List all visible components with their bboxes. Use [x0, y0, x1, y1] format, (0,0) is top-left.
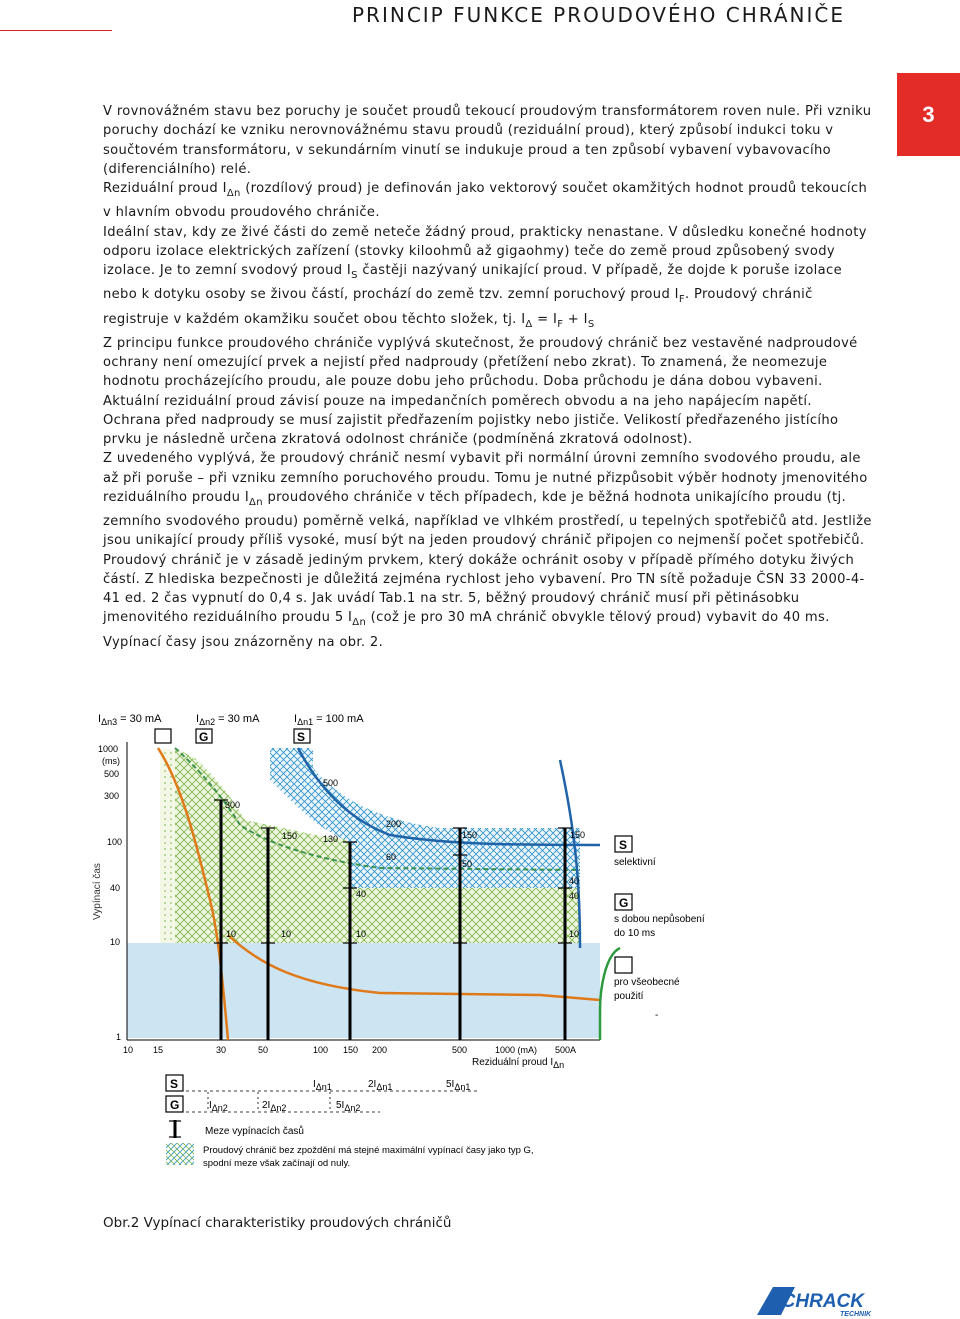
svg-text:1000: 1000 — [98, 744, 119, 754]
body-text — [103, 102, 873, 652]
svg-text:(ms): (ms) — [102, 756, 120, 766]
svg-text:2IΔn1: 2IΔn1 — [368, 1079, 393, 1092]
page-title: PRINCIP FUNKCE PROUDOVÉHO CHRÁNIČE — [352, 3, 845, 27]
row-s-letter: S — [170, 1077, 179, 1091]
chapter-tab: 3 — [897, 73, 960, 156]
svg-text:1000 (mA): 1000 (mA) — [495, 1045, 538, 1055]
legend-g-text-2: do 10 ms — [614, 928, 656, 939]
paragraph-4: Z principu funkce proudového chrániče vyplývá skutečnost, že proudový chránič bez vestavěné nadproudové ochrany není omezující prvek a nejistí před nadproudy (přetížení nebo zkrat). To znamená, že neomezuje hodnotu procházejícího proudu, ale pouze dobu jeho průchodu. Doba průchodu je dána dobou vybaveni. Aktuální reziduální proud závisí pouze na impedančních poměrech obvodu a na jeho napájecím napětí. Ochrana před nadproudy se musí zajistit předřazením pojistky nebo jističe. Velikostí předřazeného jistícího prvku je následně určena zkratová odolnost chrániče (podmíněná zkratová odolnost). — [103, 335, 858, 447]
row-s-marks — [313, 1079, 470, 1092]
svg-text:50: 50 — [462, 859, 473, 869]
svg-text:40: 40 — [356, 889, 367, 899]
idn3-label: $I_{\Delta n3} = 30$ mA — [98, 713, 162, 727]
logo-brand: SCHRACK — [769, 1291, 864, 1312]
x-ticks — [123, 1045, 576, 1055]
hatched-legend-text-2: spodní meze však začínají od nuly. — [203, 1158, 351, 1169]
legend-blank-text-2: použití — [614, 991, 644, 1002]
paragraph-3: Ideální stav, kdy ze živé části do země neteče žádný proud, prakticky nenastane. V důsledku konečné hodnoty odporu izolace elektrických zařízení (stovky kiloohmů až gigaohmy) teče do země proud způsobený svody izolace. Je to zemní svodový proud $I_S$ častěji nazývaný unikající proud. V případě, že dojde k poruše izolace nebo k dotyku osoby se živou částí, prochází do země tzv. zemní poruchový proud $I_F$. Proudový chránič registruje v každém okamžiku součet obou těchto složek, tj. $I_\Delta = I_F + I_S$ — [103, 224, 867, 330]
svg-text:500: 500 — [104, 769, 120, 779]
legend-s-letter: S — [619, 838, 628, 852]
figure-caption: Obr.2 Vypínací charakteristiky proudových chráničů — [103, 1215, 452, 1231]
idn2-label: $I_{\Delta n2} = 30$ mA — [196, 713, 260, 727]
svg-text:300: 300 — [104, 791, 120, 801]
y-axis-title: Vypínací čas — [92, 863, 103, 920]
limits-legend-text: Meze vypínacích časů — [205, 1126, 304, 1137]
tripping-characteristic-figure — [0, 700, 960, 1180]
svg-text:300: 300 — [225, 800, 241, 810]
legend-blank-box — [615, 957, 632, 973]
idn1-label: $I_{\Delta n1} = 100$ mA — [294, 713, 364, 727]
logo-sub: TECHNIK — [840, 1311, 872, 1317]
svg-text:15: 15 — [153, 1045, 164, 1055]
svg-text:10: 10 — [110, 937, 121, 947]
s-box-top-letter: S — [297, 730, 306, 744]
svg-text:5IΔn1: 5IΔn1 — [446, 1079, 471, 1092]
svg-text:50: 50 — [258, 1045, 269, 1055]
svg-text:40: 40 — [110, 883, 121, 893]
svg-text:500A: 500A — [555, 1045, 577, 1055]
svg-text:500: 500 — [452, 1045, 468, 1055]
svg-text:500: 500 — [323, 778, 339, 788]
legend-s-text: selektivní — [614, 857, 656, 868]
svg-text:40: 40 — [569, 891, 580, 901]
svg-text:IΔn1: IΔn1 — [313, 1079, 332, 1092]
hatched-legend-swatch — [166, 1143, 194, 1165]
svg-text:150: 150 — [282, 831, 298, 841]
svg-text:100: 100 — [107, 837, 123, 847]
svg-text:200: 200 — [372, 1045, 388, 1055]
svg-text:10: 10 — [226, 929, 237, 939]
row-g-letter: G — [170, 1098, 180, 1112]
svg-text:10: 10 — [356, 929, 367, 939]
svg-text:10: 10 — [123, 1045, 134, 1055]
hatched-legend-text-1: Proudový chránič bez zpoždění má stejné maximální vypínací časy jako typ G, — [203, 1145, 534, 1156]
svg-text:1: 1 — [116, 1032, 122, 1042]
svg-text:10: 10 — [281, 929, 292, 939]
legend-g-letter: G — [619, 896, 629, 910]
header-rule — [0, 30, 112, 31]
svg-text:30: 30 — [216, 1045, 227, 1055]
paragraph-1: V rovnovážném stavu bez poruchy je součet proudů tekoucí proudovým transformátorem roven nule. Při vzniku poruchy dochází ke vzniku nerovnovážnému stavu proudů (reziduální proud), který způsobí indukci toku v součtovém transformátoru, v sekundárním vinutí se indukuje proud a ten způsobí vybavení vybavovacího (diferenciálního) relé. — [103, 104, 872, 177]
schrack-logo — [755, 1285, 880, 1317]
legend-blank-text-1: pro všeobecné — [614, 977, 680, 988]
g-box-top-letter: G — [199, 730, 209, 744]
svg-text:150: 150 — [343, 1045, 359, 1055]
svg-text:40: 40 — [569, 876, 580, 886]
blank-box-top — [155, 729, 171, 743]
legend-dash: - — [655, 1010, 659, 1021]
svg-text:5IΔn2: 5IΔn2 — [336, 1100, 361, 1113]
legend-g-text-1: s dobou nepůsobení — [614, 914, 705, 925]
svg-text:IΔn2: IΔn2 — [209, 1100, 228, 1113]
x-axis-title: Reziduální proud IΔn — [472, 1057, 565, 1070]
svg-text:100: 100 — [313, 1045, 329, 1055]
paragraph-5: Z uvedeného vyplývá, že proudový chránič nesmí vybavit při normální úrovni zemního svodového proudu, ale až při poruše – při vzniku zemního poruchového proudu. Tomu je nutné přizpůsobit výběr hodnoty jmenovitého reziduálního proudu $I_{\Delta n}$ proudového chrániče v těch případech, kde je běžná hodnota unikajícího proudu (tj. zemního svodového proudu) poměrně velká, například ve vlhkém prostředí, u tepelných spotřebičů atd. Jestliže jsou unikající proudy příliš vysoké, musí být na jeden proudový chránič připojen co nejmenší počet spotřebičů. — [103, 451, 872, 549]
limits-legend-symbol — [169, 1120, 181, 1138]
svg-text:150: 150 — [462, 830, 478, 840]
svg-text:200: 200 — [386, 819, 402, 829]
row-g-marks — [209, 1100, 360, 1113]
svg-text:130: 130 — [323, 834, 339, 844]
svg-text:60: 60 — [386, 852, 397, 862]
paragraph-6: Proudový chránič je v zásadě jediným prvkem, který dokáže ochránit osoby v případě přímého dotyku živých částí. Z hlediska bezpečnosti je důležitá zejména rychlost jeho vybavení. Pro TN sítě požaduje ČSN 33 2000-4-41 ed. 2 čas vypnutí do 0,4 s. Jak uvádí Tab.1 na str. 5, běžný proudový chránič musí při pětinásobku jmenovitého reziduálního proudu 5 $I_{\Delta n}$ (což je pro 30 mA chránič obvykle tělový proud) vybavit do 40 ms. Vypínací časy jsou znázorněny na obr. 2. — [103, 552, 865, 650]
paragraph-2: Reziduální proud $I_{\Delta n}$ (rozdílový proud) je definován jako vektorový součet okamžitých hodnot proudů tekoucích v hlavním obvodu proudového chrániče. — [103, 181, 868, 221]
svg-text:2IΔn2: 2IΔn2 — [262, 1100, 287, 1113]
svg-text:10: 10 — [569, 929, 580, 939]
svg-text:150: 150 — [570, 830, 586, 840]
